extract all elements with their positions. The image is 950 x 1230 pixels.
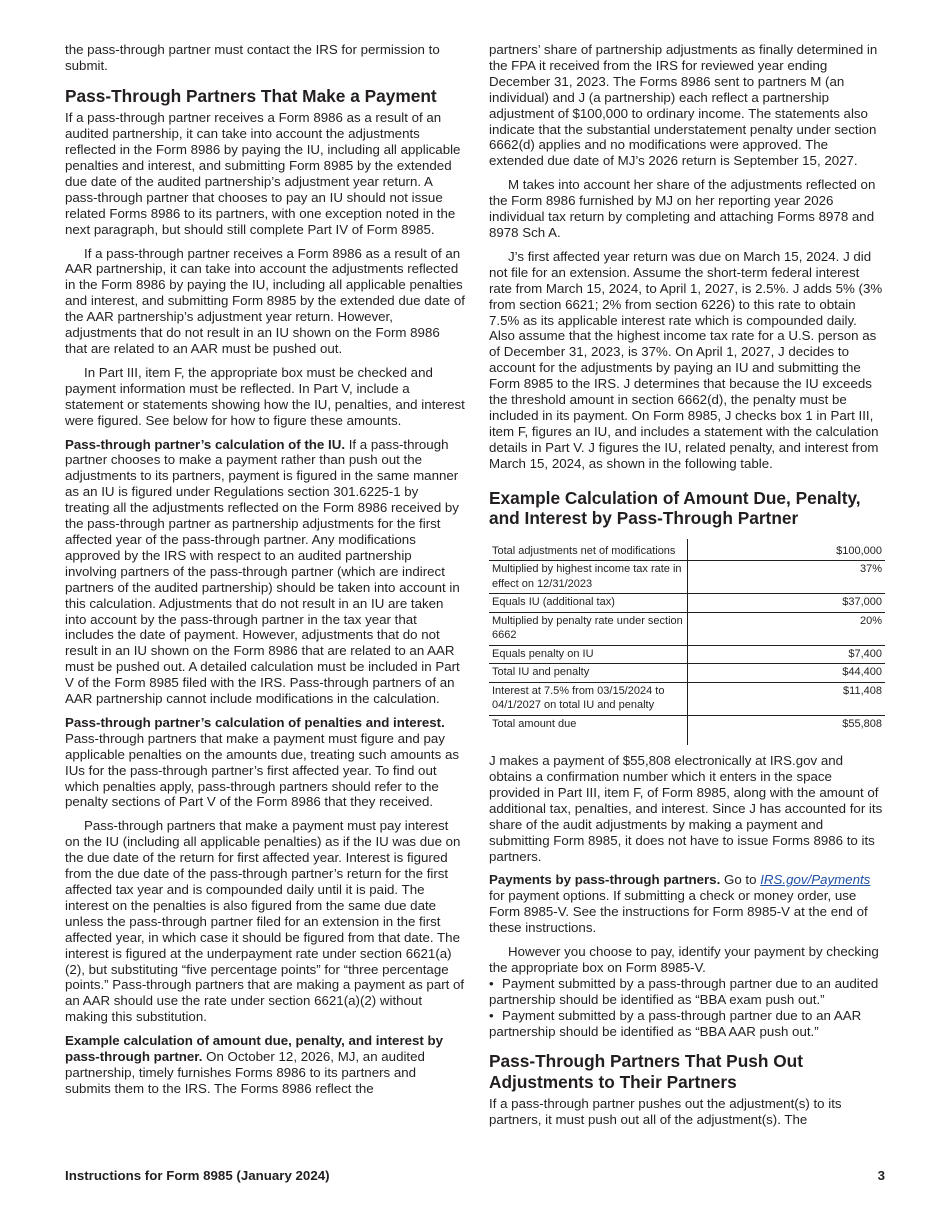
row-value: $7,400 <box>688 645 886 664</box>
row-label: Total IU and penalty <box>489 664 688 683</box>
row-label: Equals IU (additional tax) <box>489 594 688 613</box>
partner-j-paragraph: J’s first affected year return was due on March 15, 2024. J did not file for an extension. Assume the short-term federal interest rate from March 15, 2024, to April 1, 2027, is 2.5%. J adds 5% (3% from section 6621; 2% from section 6226) to this rate to obtain 7.5% as its applicable interest rate which is compounded daily. Also assume that the highest income tax rate for a U.S. person as of December 31, 2023, is 37%. On April 1, 2027, J decides to account for the adjustments by paying an IU and submitting the Form 8985 to the IRS. J determines that because the IU exceeds the threshold amount in section 6662(d), the penalty must be included in its payment. On Form 8985, J checks box 1 in Part III, item F, figures an IU, and includes a statement with the calculation details in Part V. J figures the IU, related penalty, and interest from March 15, 2024, as shown in the following table. <box>489 248 883 471</box>
example-heading: Example calculation of amount due, penalty, and interest by pass-through partner. <box>65 1033 444 1065</box>
left-column <box>65 42 465 1105</box>
bullet-text: Payment submitted by a pass-through partner due to an audited partnership should be identified as “BBA exam push out.” <box>489 975 879 1007</box>
page-number: 3 <box>877 1168 885 1183</box>
footer-title: Instructions for Form 8985 (January 2024) <box>65 1168 330 1183</box>
irs-payments-link[interactable]: IRS.gov/Payments <box>760 872 871 888</box>
calc-penalties-heading: Pass-through partner’s calculation of penalties and interest. <box>65 714 445 730</box>
payments-pre-text: Go to <box>720 872 761 888</box>
right-column <box>489 42 885 1136</box>
table-heading: Example Calculation of Amount Due, Penalty, and Interest by Pass-Through Partner <box>489 487 861 529</box>
calculation-table <box>489 539 885 746</box>
section-heading-make-payment: Pass-Through Partners That Make a Payment <box>65 85 437 106</box>
calc-iu-heading: Pass-through partner’s calculation of the IU. <box>65 436 346 452</box>
table-row <box>489 664 885 683</box>
table-row <box>489 594 885 613</box>
make-payment-paragraph-1: If a pass-through partner receives a Form 8986 as a result of an audited partnership, it can take into account the adjustments reflected in the Form 8986 by paying the IU, including all applicable penalties and interest, and submitting Form 8985 by the extended due date of the audited partnership’s adjustment year return. A pass-through partner that chooses to pay an IU should not issue related Forms 8986 to its partners, with one exception noted in the next paragraph, but should still complete Part IV of Form 8985. <box>65 110 461 237</box>
push-out-paragraph: If a pass-through partner pushes out the adjustment(s) to its partners, it must push out all of the adjustment(s). The <box>489 1096 842 1128</box>
bullet-text: Payment submitted by a pass-through partner due to an AAR partnership should be identified as “BBA AAR push out.” <box>489 1007 862 1039</box>
calc-penalties-paragraph <box>65 715 465 810</box>
payments-paragraph <box>489 872 885 936</box>
payments-post-text: for payment options. If submitting a check or money order, use Form 8985-V. See the instructions for Form 8985-V at the end of these instructions. <box>489 888 868 936</box>
bullet-icon: • <box>489 1007 494 1023</box>
section-heading-push-out: Pass-Through Partners That Push Out Adjustments to Their Partners <box>489 1051 803 1092</box>
partner-m-paragraph: M takes into account her share of the adjustments reflected on the Form 8986 furnished by MJ on her reporting year 2026 individual tax return by completing and attaching Forms 8978 and 8978 Sch A. <box>489 177 876 240</box>
table-row <box>489 645 885 664</box>
payments-heading: Payments by pass-through partners. <box>489 872 721 888</box>
table-row <box>489 612 885 645</box>
make-payment-paragraph-2: If a pass-through partner receives a Form 8986 as a result of an AAR partnership, it can take into account the adjustments reflected in the Form 8986 by paying the IU, including all applicable penalties and interest, and submitting Form 8985 by the extended due date of the AAR partnership’s adjustment year return. However, adjustments that do not result in an IU shown on the Form 8986 that are related to an AAR must be pushed out. <box>65 245 465 356</box>
row-value: $44,400 <box>688 664 886 683</box>
bullet-icon: • <box>489 975 494 991</box>
calc-penalties-text: Pass-through partners that make a payment must figure and pay applicable penalties on the amounts due, treating such amounts as IUs for the pass-through partner’s first affected year. To find out which penalties apply, pass-through partners should refer to the penalty sections of Part V of the Form 8986 that they received. <box>65 730 459 810</box>
payment-paragraph: J makes a payment of $55,808 electronically at IRS.gov and obtains a confirmation number which it enters in the space provided in Part III, item F, of Form 8985, along with the amount of additional tax, penalties, and interest. Since J has accounted for its share of the audit adjustments by making a payment and submitting Form 8985, it does not have to issue Forms 8986 to its partners. <box>489 753 883 864</box>
interest-paragraph: Pass-through partners that make a payment must pay interest on the IU (including all applicable penalties) as if the IU was due on the due date of the return for first affected year. Interest is figured from the due date of the pass-through partner’s return for the first affected tax year and is compounded daily until it is paid. The interest on the penalties is also figured from the same due date unless the pass-through partner filed for an extension in the first affected year, in which case it should be figured from that date. The interest is figured at the underpayment rate under section 6621(a)(2), but substituting “five percentage points” for “three percentage points.” Pass-through partners that are making a payment as part of an AAR should use the rate under section 6621(a)(2) without making this substitution. <box>65 818 465 1025</box>
table-row <box>489 682 885 715</box>
row-value: $37,000 <box>688 594 886 613</box>
row-label: Equals penalty on IU <box>489 645 688 664</box>
row-label: Total amount due <box>489 715 688 745</box>
row-value: 37% <box>688 561 886 594</box>
row-value: $11,408 <box>688 682 886 715</box>
however-paragraph: However you choose to pay, identify your payment by checking the appropriate box on Form 8985-V. <box>489 944 879 975</box>
bullet-item <box>489 976 885 1008</box>
calc-iu-text: If a pass-through partner chooses to make a payment rather than push out the adjustments to its partners, payment is figured in the same manner as an IU is figured under Regulations section 301.6225-1 by treating all the adjustments reflected on the Form 8986 received by the pass-through partner as partnership adjustments for the first affected year of the pass-through partner. Any modifications approved by the IRS with respect to an audited partnership involving partners of the pass-through partner (which are indirect partners of the audited partnership) should be taken into account in this calculation. Adjustments that do not result in an IU are taken into account by the pass-through partner in the tax year that includes the date of payment. However, adjustments that do not result in an IU shown on the Form 8986 that are related to an AAR must be pushed out. A detailed calculation must be included in Part V of the Form 8985 filed with the IRS. Pass-through partners of an AAR partnership cannot include modifications in the calculation. <box>65 436 460 707</box>
row-value: $55,808 <box>842 717 882 730</box>
table-row <box>489 715 885 745</box>
continued-paragraph: partners’ share of partnership adjustments as finally determined in the FPA it received from the IRS for reviewed year ending December 31, 2023. The Forms 8986 sent to partners M (an individual) and J (a partnership) each reflect a partnership adjustment of $100,000 to ordinary income. The statements also indicate that the substantial understatement penalty under section 6662(d) applies and no modifications were approved. The extended due date of MJ’s 2026 return is September 15, 2027. <box>489 42 878 169</box>
row-label: Multiplied by highest income tax rate in effect on 12/31/2023 <box>489 561 688 594</box>
row-value: $100,000 <box>688 539 886 561</box>
row-value: 20% <box>688 612 886 645</box>
calc-iu-paragraph <box>65 437 465 707</box>
row-label: Multiplied by penalty rate under section 6662 <box>489 612 688 645</box>
row-label: Interest at 7.5% from 03/15/2024 to 04/1/2027 on total IU and penalty <box>489 682 688 715</box>
example-text: On October 12, 2026, MJ, an audited partnership, timely furnishes Forms 8986 to its partners and submits them to the IRS. The Forms 8986 reflect the <box>65 1049 425 1096</box>
row-label: Total adjustments net of modifications <box>489 539 688 561</box>
table-row <box>489 539 885 561</box>
table-row <box>489 561 885 594</box>
example-paragraph <box>65 1033 465 1097</box>
make-payment-paragraph-3: In Part III, item F, the appropriate box must be checked and payment information must be reflected. In Part V, include a statement or statements showing how the IU, penalties, and interest were figured. See below for how to figure these amounts. <box>65 364 465 428</box>
intro-paragraph: the pass-through partner must contact the IRS for permission to submit. <box>65 42 440 73</box>
bullet-item <box>489 1008 885 1040</box>
